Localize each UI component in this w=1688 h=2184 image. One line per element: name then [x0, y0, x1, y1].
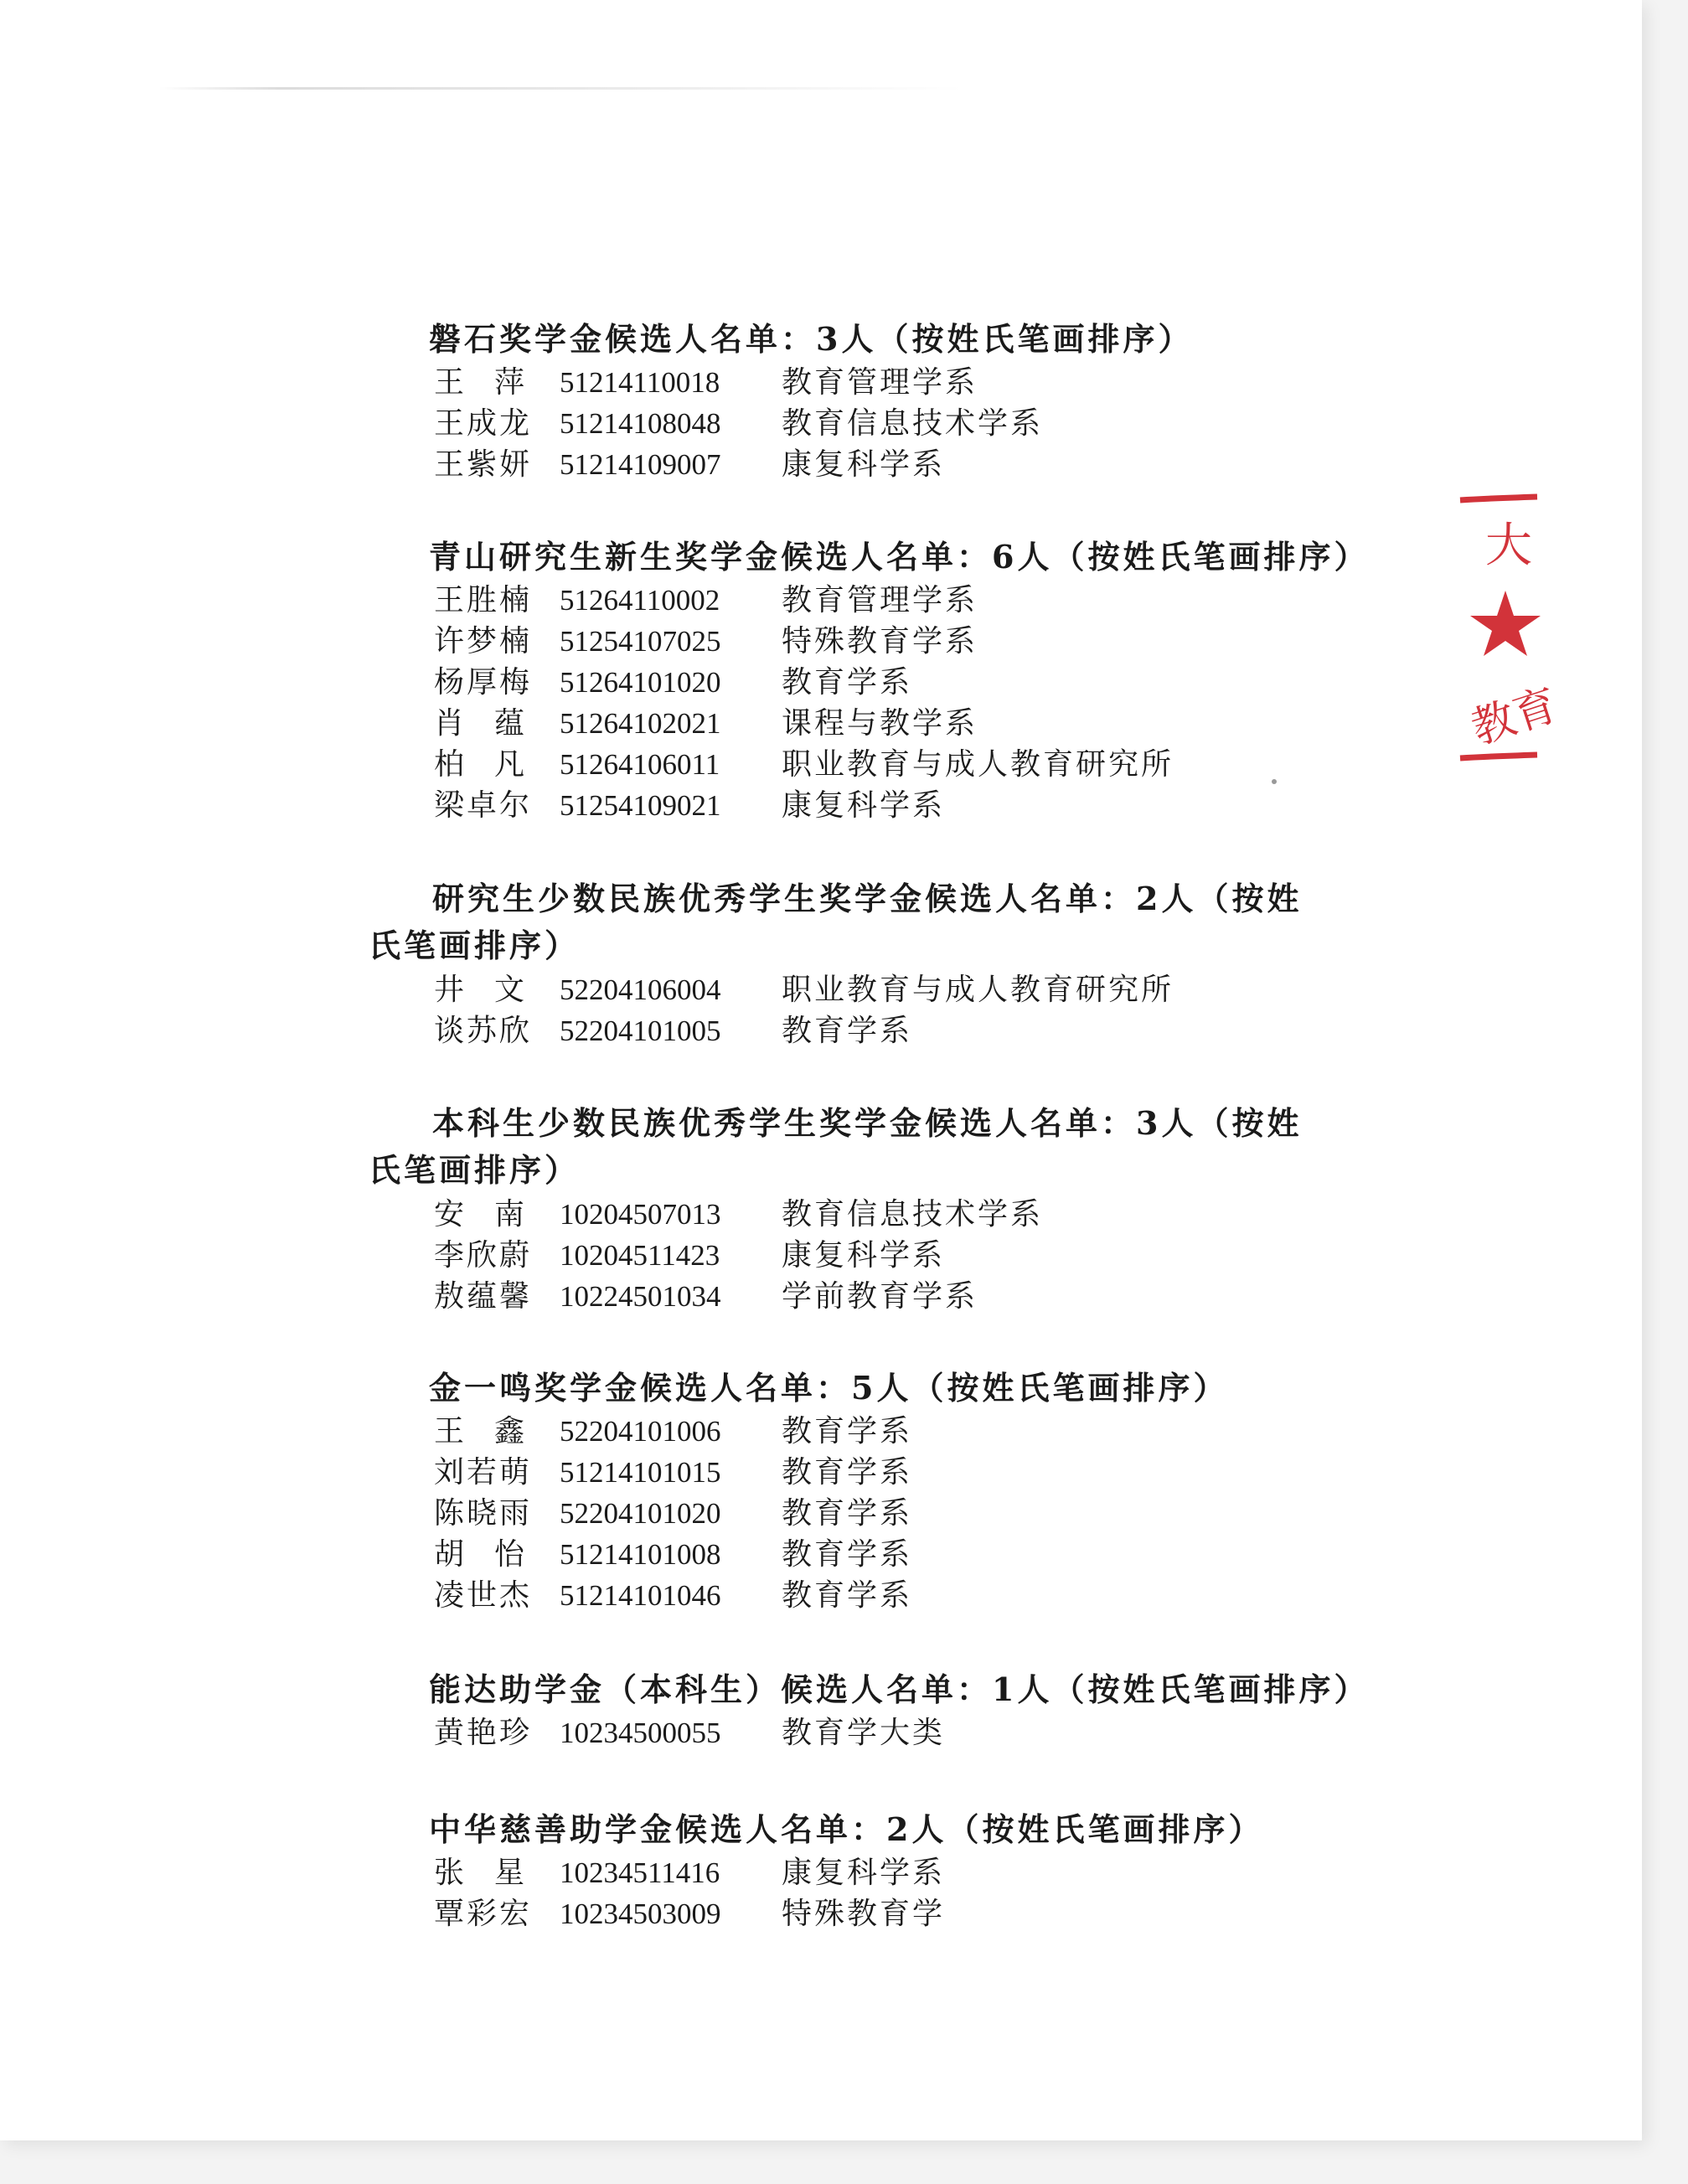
section-title: 青山研究生新生奖学金候选人名单：6人（按姓氏笔画排序） — [429, 538, 1370, 576]
student-id: 10234503009 — [560, 1897, 721, 1930]
table-row — [434, 969, 1374, 1010]
student-name: 王胜楠 — [434, 583, 533, 617]
student-name: 王成龙 — [434, 406, 533, 441]
student-id: 51264102021 — [560, 707, 721, 740]
student-id: 51264101020 — [560, 666, 721, 699]
section-title: 本科生少数民族优秀学生奖学金候选人名单：3人（按姓氏笔画排序） — [369, 1104, 1303, 1189]
table-row — [434, 403, 1374, 444]
student-name — [434, 969, 524, 1010]
student-id: 51214108048 — [560, 407, 721, 440]
student-id: 10204507013 — [560, 1198, 721, 1231]
section-grad-minority — [369, 875, 1374, 1051]
table-row — [434, 1235, 1374, 1276]
department: 教育学系 — [782, 1455, 913, 1490]
official-seal — [1453, 490, 1564, 767]
section-qingshan — [369, 534, 1374, 826]
table-row — [434, 1712, 1374, 1753]
section-jinyiming — [369, 1366, 1374, 1616]
department: 课程与教学系 — [782, 706, 978, 741]
section-panshi — [369, 317, 1374, 485]
star-icon — [1470, 591, 1541, 656]
section-title: 中华慈善助学金候选人名单：2人（按姓氏笔画排序） — [429, 1810, 1264, 1848]
department: 康复科学系 — [782, 1238, 946, 1273]
name-char: 王 — [434, 365, 465, 400]
department: 康复科学系 — [782, 788, 946, 823]
student-name: 覃彩宏 — [434, 1897, 533, 1931]
student-id: 52204101005 — [560, 1015, 721, 1047]
name-char: 萍 — [493, 365, 524, 400]
student-id: 10204511423 — [560, 1239, 720, 1272]
table-row — [434, 744, 1374, 785]
department: 教育管理学系 — [782, 583, 978, 617]
table-row — [434, 444, 1374, 485]
student-id: 51254107025 — [560, 625, 721, 658]
section-zhonghua-charity — [369, 1807, 1374, 1934]
department: 教育学系 — [782, 665, 913, 700]
table-row — [434, 662, 1374, 703]
department: 教育学系 — [782, 1414, 913, 1448]
student-name: 梁卓尔 — [434, 788, 533, 823]
student-id: 10234500055 — [560, 1717, 721, 1749]
student-name — [434, 362, 524, 403]
department: 教育学大类 — [782, 1716, 946, 1750]
name-char: 文 — [493, 973, 524, 1007]
table-row — [434, 1194, 1374, 1235]
name-char: 南 — [493, 1197, 524, 1231]
student-id: 51214101015 — [560, 1456, 721, 1489]
name-char: 井 — [434, 973, 465, 1007]
student-name: 刘若萌 — [434, 1455, 533, 1490]
student-name — [434, 744, 524, 785]
name-char: 胡 — [434, 1537, 465, 1572]
name-char: 蕴 — [493, 706, 524, 741]
table-row — [434, 1852, 1374, 1893]
student-id: 51214109007 — [560, 448, 721, 481]
student-name: 李欣蔚 — [434, 1238, 533, 1273]
department: 职业教育与成人教育研究所 — [782, 747, 1174, 782]
section-title: 研究生少数民族优秀学生奖学金候选人名单：2人（按姓氏笔画排序） — [369, 880, 1303, 964]
section-title: 金一鸣奖学金候选人名单：5人（按姓氏笔画排序） — [429, 1369, 1229, 1407]
department: 教育信息技术学系 — [782, 406, 1044, 441]
student-name: 许梦楠 — [434, 624, 533, 658]
student-name: 敖蕴馨 — [434, 1279, 533, 1314]
table-row — [434, 1411, 1374, 1452]
department: 特殊教育学 — [782, 1897, 946, 1931]
student-id: 51254109021 — [560, 789, 721, 822]
table-row — [434, 580, 1374, 621]
table-row — [434, 621, 1374, 662]
section-nengda — [369, 1667, 1374, 1753]
table-row — [434, 1493, 1374, 1534]
department: 学前教育学系 — [782, 1279, 978, 1314]
student-id: 51214101046 — [560, 1579, 721, 1612]
student-name — [434, 1194, 524, 1235]
student-name: 陈晓雨 — [434, 1496, 533, 1531]
seal-char-top: 大 — [1485, 519, 1532, 573]
name-char: 王 — [434, 1414, 465, 1448]
department: 教育信息技术学系 — [782, 1197, 1044, 1231]
student-name: 凌世杰 — [434, 1578, 533, 1613]
department: 教育学系 — [782, 1014, 913, 1048]
section-title: 磐石奖学金候选人名单：3人（按姓氏笔画排序） — [429, 320, 1194, 358]
student-name — [434, 1852, 524, 1893]
table-row — [434, 1575, 1374, 1616]
student-id: 52204101006 — [560, 1415, 721, 1448]
table-row — [434, 1010, 1374, 1051]
section-title: 能达助学金（本科生）候选人名单：1人（按姓氏笔画排序） — [429, 1670, 1370, 1708]
table-row — [434, 362, 1374, 403]
department: 教育学系 — [782, 1537, 913, 1572]
table-row — [434, 1276, 1374, 1317]
table-row — [434, 1452, 1374, 1493]
student-name: 杨厚梅 — [434, 665, 533, 700]
student-name: 黄艳珍 — [434, 1716, 533, 1750]
department: 康复科学系 — [782, 447, 946, 482]
student-name — [434, 703, 524, 744]
student-id: 51264106011 — [560, 748, 720, 781]
student-name — [434, 1534, 524, 1575]
table-row — [434, 1893, 1374, 1934]
student-id: 51214101008 — [560, 1538, 721, 1571]
name-char: 肖 — [434, 706, 465, 741]
scan-speck — [1272, 779, 1277, 784]
name-char: 安 — [434, 1197, 465, 1231]
name-char: 星 — [493, 1856, 524, 1890]
student-name: 王紫妍 — [434, 447, 533, 482]
student-id: 51214110018 — [560, 366, 720, 399]
student-id: 10234511416 — [560, 1856, 720, 1889]
table-row — [434, 785, 1374, 826]
department: 教育学系 — [782, 1578, 913, 1613]
department: 教育管理学系 — [782, 365, 978, 400]
student-name: 谈苏欣 — [434, 1014, 533, 1048]
name-char: 怡 — [493, 1537, 524, 1572]
seal-char-bottom: 教育 — [1465, 679, 1564, 755]
student-id: 52204106004 — [560, 973, 721, 1006]
department: 特殊教育学系 — [782, 624, 978, 658]
student-id: 51264110002 — [560, 584, 720, 617]
table-row — [434, 1534, 1374, 1575]
section-undergrad-minority — [369, 1100, 1374, 1317]
table-row — [434, 703, 1374, 744]
name-char: 凡 — [493, 747, 524, 782]
student-id: 10224501034 — [560, 1280, 721, 1313]
department: 职业教育与成人教育研究所 — [782, 973, 1174, 1007]
department: 教育学系 — [782, 1496, 913, 1531]
scan-edge-line — [159, 87, 963, 90]
name-char: 张 — [434, 1856, 465, 1890]
student-id: 52204101020 — [560, 1497, 721, 1530]
student-name — [434, 1411, 524, 1452]
name-char: 柏 — [434, 747, 465, 782]
department: 康复科学系 — [782, 1856, 946, 1890]
name-char: 鑫 — [493, 1414, 524, 1448]
